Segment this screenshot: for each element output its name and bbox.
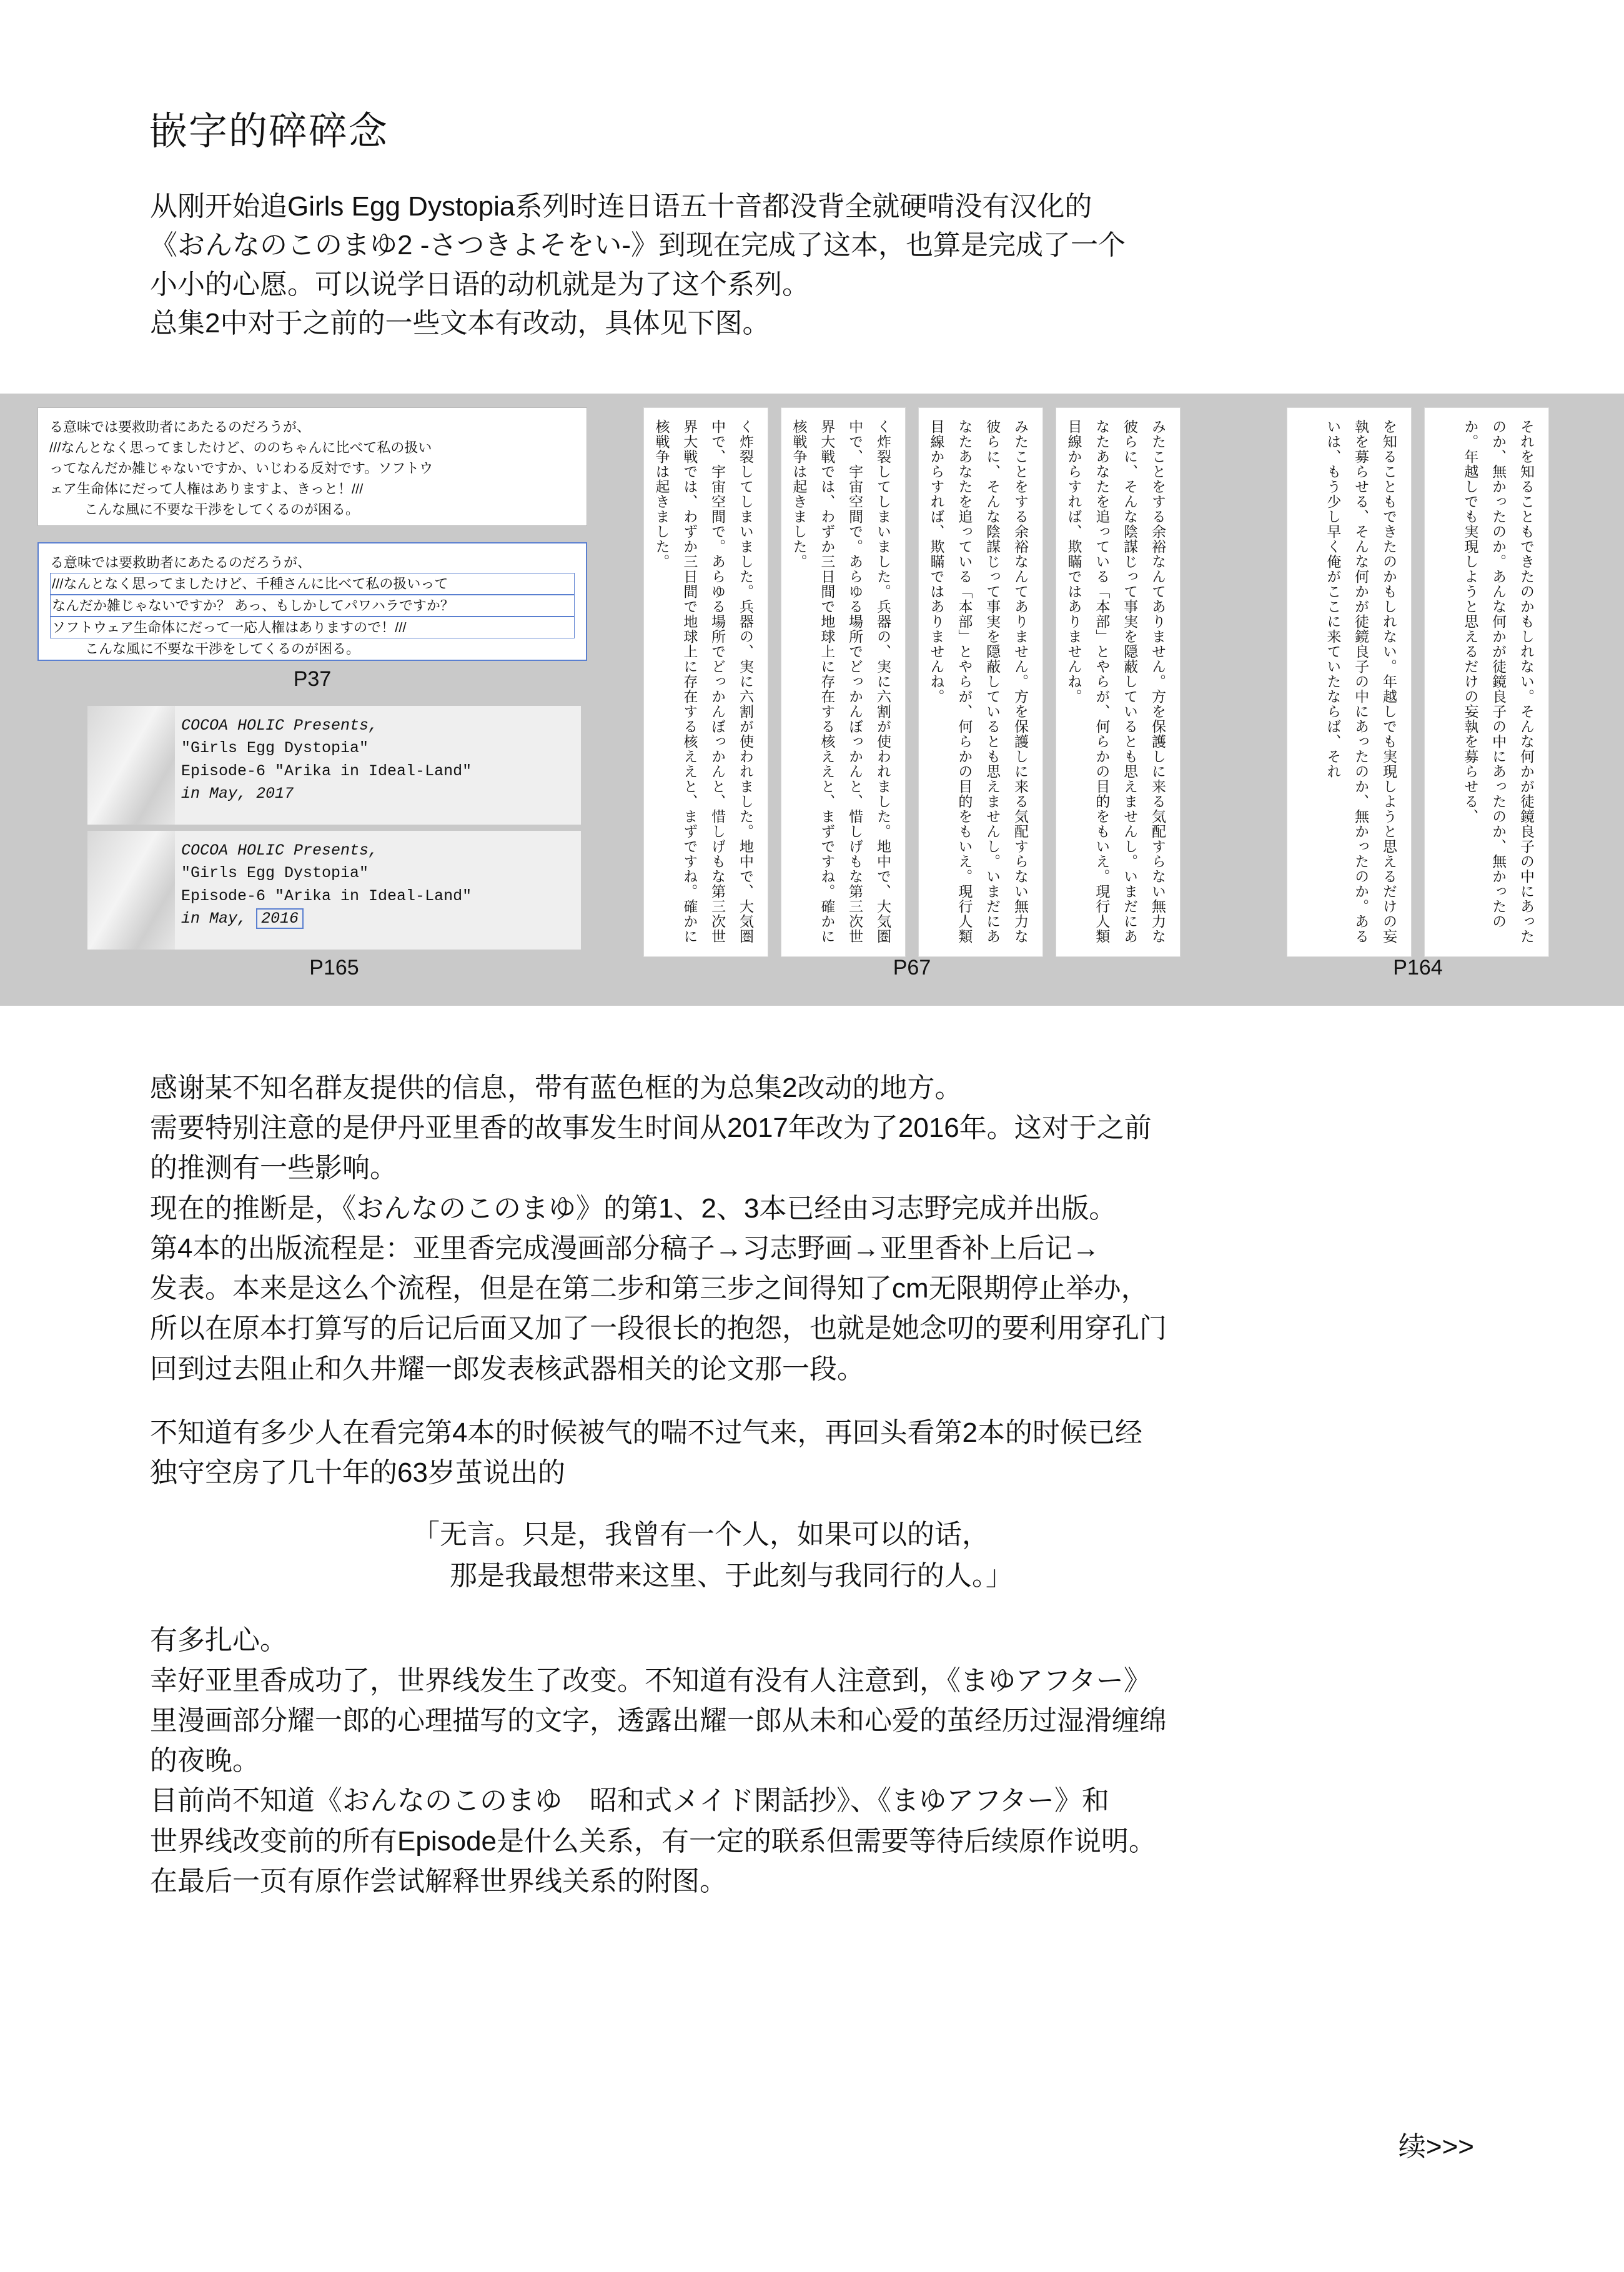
credit-new-year: 2016 xyxy=(256,908,304,929)
credit-old-line-3: Episode-6 "Arika in Ideal-Land" xyxy=(181,761,472,780)
panel-new-line-4: ソフトウェア生命体にだって一応人権はありますので！/// xyxy=(50,617,575,638)
caption-p37: P37 xyxy=(293,667,332,691)
intro-line-1: 从刚开始追Girls Egg Dystopia系列时连日语五十音都没背全就硬啃没有汉化的 xyxy=(150,191,1092,222)
vertical-panel-p67-d: みたことをする余裕なんてありません。方を保護しに来る気配すらない無力な彼らに、そんな陰謀じって事実を隠蔽しているとも思えませんし。いまだにあなたあなたを追っている「本部」とやらが、何らかの目的をもいえ。現行人類目線からすれば、欺瞞ではありませんね。 xyxy=(1056,407,1181,957)
body3-line-7: 在最后一页有原作尝试解释世界线关系的附图。 xyxy=(150,1865,727,1897)
body-line-7: 所以在原本打算写的后记后面又加了一段很长的抱怨，也就是她念叨的要利用穿孔门 xyxy=(150,1313,1167,1344)
panel-old-line-5: こんな風に不要な干渉をしてくるのが困る。 xyxy=(84,502,360,517)
body2-line-2: 独守空房了几十年的63岁茧说出的 xyxy=(150,1457,565,1489)
credit-new-line-2: "Girls Egg Dystopia" xyxy=(181,864,369,883)
vertical-panel-p164-a: を知ることもできたのかもしれない。年越しでも実現しようと思えるだけの妄執を募らせる、そんな何かが徒鏡良子の中にあったのか、無かったのか。あるいは、もう少し早く俺がここに来ていたならば、それ xyxy=(1287,407,1412,957)
continued-marker: 续>>> xyxy=(1398,2131,1474,2162)
credit-card-original xyxy=(87,706,581,825)
page-title: 嵌字的碎碎念 xyxy=(149,110,389,153)
paragraph-spacer-1 xyxy=(150,1389,1543,1413)
panel-old-line-1: る意味では要救助者にあたるのだろうが、 xyxy=(49,419,311,435)
body-line-2: 需要特别注意的是伊丹亚里香的故事发生时间从2017年改为了2016年。这对于之前 xyxy=(150,1113,1152,1144)
panel-old-line-4: ェア生命体にだって人権はありますよ、きっと！/// xyxy=(49,481,364,497)
panel-text-original xyxy=(37,407,587,526)
body3-line-4: 的夜晚。 xyxy=(150,1745,260,1777)
credit-old-prefix: in May, xyxy=(181,784,247,803)
caption-p164: P164 xyxy=(1393,956,1443,980)
body3-line-2: 幸好亚里香成功了，世界线发生了改变。不知道有没有人注意到，《まゆアフター》 xyxy=(150,1665,1151,1696)
quote-line-1: 「无言。只是，我曾有一个人，如果可以的话， xyxy=(412,1519,989,1550)
body2-line-1: 不知道有多少人在看完第4本的时候被气的喘不过气来，再回头看第2本的时候已经 xyxy=(150,1417,1142,1448)
credit-new-line-3: Episode-6 "Arika in Ideal-Land" xyxy=(181,886,472,905)
body3-line-5: 目前尚不知道《おんなのこのまゆ 昭和式メイド閑話抄》、《まゆアフター》和 xyxy=(150,1785,1110,1817)
panel-new-line-5: こんな風に不要な干渉をしてくるのが困る。 xyxy=(85,641,360,657)
credit-new-line-1: COCOA HOLIC Presents, xyxy=(181,841,379,860)
vertical-panel-p67-c: みたことをする余裕なんてありません。方を保護しに来る気配すらない無力な彼らに、そんな陰謀じって事実を隠蔽しているとも思えませんし。いまだにあなたあなたを追っている「本部」とやらが、何らかの目的をもいえ。現行人類目線からすれば、欺瞞ではありませんね。 xyxy=(918,407,1043,957)
credit-old-line-2: "Girls Egg Dystopia" xyxy=(181,739,369,758)
quote-line-2: 那是我最想带来这里、于此刻与我同行的人。」 xyxy=(450,1560,1013,1592)
panel-old-line-2: ///なんとなく思ってましたけど、ののちゃんに比べて私の扱い xyxy=(49,440,432,455)
body-line-1: 感谢某不知名群友提供的信息，带有蓝色框的为总集2改动的地方。 xyxy=(150,1073,963,1103)
intro-paragraph xyxy=(150,187,1537,344)
body3-line-1: 有多扎心。 xyxy=(150,1625,287,1656)
body-text xyxy=(150,1068,1543,1902)
body-line-6: 发表。本来是这么个流程，但是在第二步和第三步之间得知了cm无限期停止举办， xyxy=(150,1273,1149,1304)
body3-line-6: 世界线改变前的所有Episode是什么关系，有一定的联系但需要等待后续原作说明。 xyxy=(150,1825,1157,1857)
credit-old-line-1: COCOA HOLIC Presents, xyxy=(181,717,379,735)
body-line-8: 回到过去阻止和久井耀一郎发表核武器相关的论文那一段。 xyxy=(150,1353,864,1384)
caption-p165: P165 xyxy=(309,956,359,980)
vertical-panel-p164-b: それを知ることもできたのかもしれない。そんな何かが徒鏡良子の中にあったのか、無かったのか。あんな何かが徒鏡良子の中にあったのか、無かったのか。年越しでも実現しようと思えるだけの妄執を募らせる、 xyxy=(1424,407,1549,957)
panel-new-line-1: る意味では要救助者にあたるのだろうが、 xyxy=(50,555,312,570)
credit-old-line-4 xyxy=(181,783,568,805)
credit-new-line-4 xyxy=(181,908,568,930)
panel-text-revised xyxy=(37,542,587,661)
paragraph-spacer-2 xyxy=(150,1597,1543,1620)
vertical-panel-p67-a: く炸裂してしまいました。兵器の、実に六割が使われました。地中で、大気圏中で、宇宙空間で。あらゆる場所でどっかんぼっかんと、惜しげもな第三次世界大戦では、わずか三日間で地球上に存在する核ええと、まずですね。確かに核戦争は起きました。 xyxy=(643,407,768,957)
panel-old-line-3: ってなんだか雑じゃないですか、いじわる反対です。ソフトウ xyxy=(49,460,433,476)
intro-line-4: 总集2中对于之前的一些文本有改动，具体见下图。 xyxy=(150,308,770,339)
body-line-3: 的推测有一些影响。 xyxy=(150,1153,397,1184)
credit-new-prefix: in May, xyxy=(181,909,247,928)
figure-comparison-band xyxy=(0,394,1624,1006)
body3-line-3: 里漫画部分耀一郎的心理描写的文字，透露出耀一郎从未和心爱的茧经历过湿滑缠绵 xyxy=(150,1705,1167,1736)
credit-card-revised xyxy=(87,831,581,950)
panel-new-line-2: ///なんとなく思ってましたけど、千種さんに比べて私の扱いって xyxy=(50,573,575,595)
blockquote xyxy=(150,1514,1543,1597)
body-line-5: 第4本的出版流程是：亚里香完成漫画部分稿子→习志野画→亚里香补上后记→ xyxy=(150,1233,1100,1264)
vertical-panel-p67-b: く炸裂してしまいました。兵器の、実に六割が使われました。地中で、大気圏中で、宇宙空間で。あらゆる場所でどっかんぼっかんと、惜しげもな第三次世界大戦では、わずか三日間で地球上に存在する核ええと、まずですね。確かに核戦争は起きました。 xyxy=(781,407,906,957)
intro-line-3: 小小的心愿。可以说学日语的动机就是为了这个系列。 xyxy=(150,269,810,300)
body-line-4: 现在的推断是，《おんなのこのまゆ》的第1、2、3本已经由习志野完成并出版。 xyxy=(150,1193,1117,1224)
intro-line-2: 《おんなのこのまゆ2 -さつきよそをい-》到现在完成了这本，也算是完成了一个 xyxy=(150,230,1126,261)
caption-p67: P67 xyxy=(893,956,931,980)
panel-new-line-3: なんだか雑じゃないですか？ あっ、もしかしてパワハラですか？ xyxy=(50,595,575,617)
credit-old-year: 2017 xyxy=(256,784,294,803)
